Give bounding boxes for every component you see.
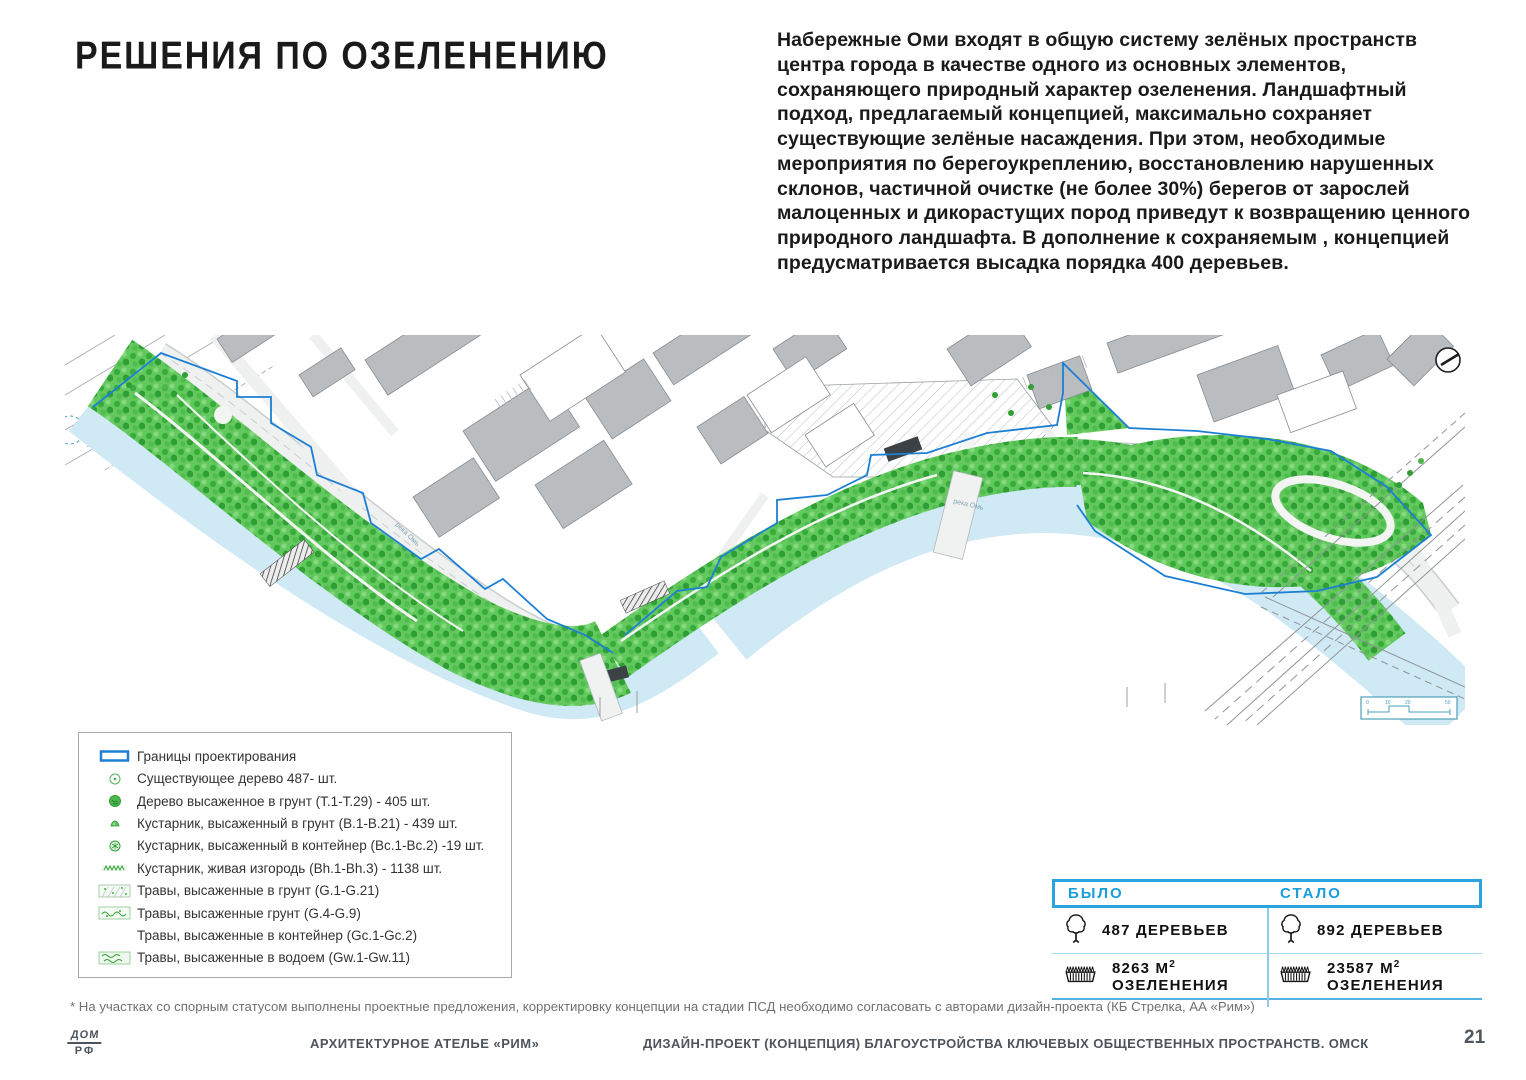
hedge-icon: [93, 863, 137, 873]
svg-text:50: 50: [1445, 700, 1451, 706]
legend-item-grass-water: Травы, высаженные в водоем (Gw.1-Gw.11): [93, 947, 501, 969]
became-greenery-value: 23587 $М^2$ ОЗЕЛЕНЕНИЯ: [1327, 958, 1444, 994]
footer-project: ДИЗАЙН-ПРОЕКТ (КОНЦЕПЦИЯ) БЛАГОУСТРОЙСТВА КЛЮЧЕВЫХ ОБЩЕСТВЕННЫХ ПРОСТРАНСТВ. ОМСК: [643, 1036, 1369, 1051]
scale-bar: [1361, 697, 1457, 719]
legend-item-existing-tree: Существующее дерево 487- шт.: [93, 767, 501, 789]
legend-item-grass-ground: Травы, высаженные в грунт (G.1-G.21): [93, 879, 501, 901]
legend-item-grass-container: Травы, высаженные в контейнер (Gc.1-Gc.2): [137, 927, 418, 943]
grass-water-swatch-icon: [93, 950, 137, 966]
site-plan-map: [65, 335, 1465, 725]
became-trees-value: 892 ДЕРЕВЬЕВ: [1317, 922, 1444, 939]
footnote: * На участках со спорным статусом выполнены проектные предложения, корректировку концепции на стадии ПСД необходимо согласовать с авторами дизайн-проекта (КБ Стрелка, АА «Рим»): [70, 999, 1255, 1014]
planted-tree-icon: [93, 794, 137, 808]
legend-item-shrub-ground: Кустарник, высаженный в грунт (В.1-В.21) - 439 шт.: [93, 812, 501, 834]
legend-item-planted-tree: Дерево высаженное в грунт (Т.1-Т.29) - 405 шт.: [93, 790, 501, 812]
dom-rf-logo: ДОМ РФ: [68, 1029, 102, 1057]
legend-item-grass-soil: Травы, высаженные грунт (G.4-G.9): [93, 902, 501, 924]
compass-icon: [1436, 348, 1460, 372]
col-was-header: БЫЛО: [1068, 885, 1124, 902]
was-trees-value: 487 ДЕРЕВЬЕВ: [1102, 922, 1229, 939]
stats-table: [1052, 879, 1482, 1000]
grass-soil-swatch-icon: [93, 905, 137, 921]
column-divider: [1267, 908, 1269, 1007]
survey-ticks: [600, 683, 1165, 717]
svg-text:10: 10: [1385, 700, 1391, 706]
shrub-container-icon: [93, 839, 137, 853]
svg-text:20: 20: [1405, 700, 1411, 706]
legend-item-boundary: Границы проектирования: [93, 745, 501, 767]
intro-text: Набережные Оми входят в общую систему зелёных пространств центра города в качестве одного из основных элементов, сохраняющего природный характер озеленения. Ландшафтный подход, предлагаемый концепцией, максимально сохраняет существующие зелёные насаждения. При этом, необходимые мероприятия по берегоукреплению, восстановлению нарушенных склонов, частичной очистке (не более 30%) берегов от зарослей малоценных и дикорастущих пород приведут к возвращению ценного природного ландшафта. В дополнение к сохраняемым , концепцией предусматривается высадка порядка 400 деревьев.: [777, 29, 1471, 274]
legend-box: [78, 732, 512, 978]
page-number: 21: [1464, 1027, 1486, 1048]
tree-icon: [1277, 912, 1305, 949]
grass-icon: [1062, 962, 1100, 991]
page-title: РЕШЕНИЯ ПО ОЗЕЛЕНЕНИЮ: [75, 34, 609, 78]
stats-header: [1052, 879, 1482, 908]
river-label: река Омь: [393, 521, 421, 548]
existing-tree-icon: [93, 772, 137, 786]
was-greenery-value: 8263 $М^2$ ОЗЕЛЕНЕНИЯ: [1112, 958, 1229, 994]
col-became-header: СТАЛО: [1280, 885, 1342, 902]
boundary-swatch-icon: [93, 748, 137, 764]
grass-ground-swatch-icon: [93, 883, 137, 899]
shrub-ground-icon: [93, 817, 137, 829]
tree-icon: [1062, 912, 1090, 949]
svg-text:0: 0: [1366, 700, 1369, 706]
river-label: река Омь: [952, 498, 985, 512]
legend-item-shrub-container: Кустарник, высаженный в контейнер (Вс.1-Вс.2) -19 шт.: [93, 835, 501, 857]
footer-studio: АРХИТЕКТУРНОЕ АТЕЛЬЕ «РИМ»: [310, 1036, 540, 1051]
grass-icon: [1277, 962, 1315, 991]
legend-item-hedge: Кустарник, живая изгородь (Bh.1-Bh.3) - 1138 шт.: [93, 857, 501, 879]
